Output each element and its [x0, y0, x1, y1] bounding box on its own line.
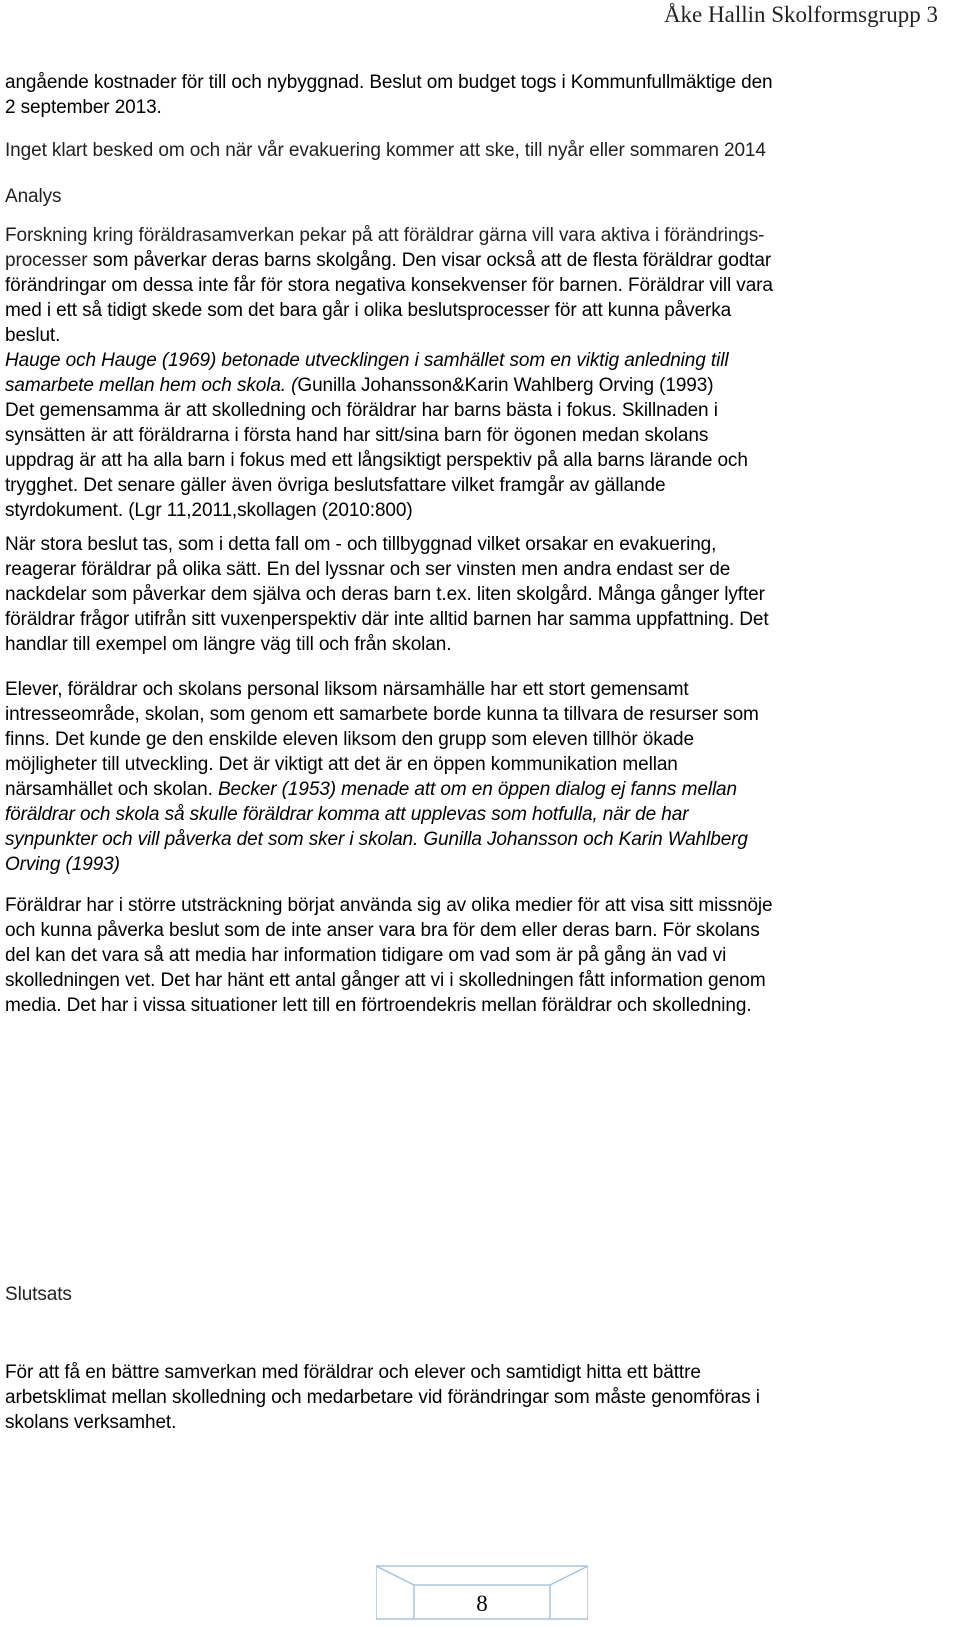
paragraph-costs: [5, 70, 955, 120]
line: Det gemensamma är att skolledning och föräldrar har barns bästa i fokus. Skillnaden i: [5, 400, 718, 421]
paragraph-research: [5, 223, 955, 523]
line: Elever, föräldrar och skolans personal liksom närsamhälle har ett stort gemensamt: [5, 679, 689, 700]
running-header: Åke Hallin Skolformsgrupp 3: [663, 2, 938, 27]
line: nackdelar som påverkar dem själva och deras barn t.ex. liten skolgård. Många gånger lyfter: [5, 584, 765, 605]
line: skolans verksamhet.: [5, 1412, 177, 1433]
paragraph-conclusion: [5, 1360, 955, 1435]
line: uppdrag är att ha alla barn i fokus med ett långsiktigt perspektiv på alla barns lärande och: [5, 450, 748, 471]
line: För att få en bättre samverkan med föräldrar och elever och samtidigt hitta ett bättre: [5, 1362, 701, 1383]
line: reagerar föräldrar på olika sätt. En del lyssnar och ser vinsten men andra endast ser de: [5, 559, 731, 580]
citation-line: samarbete mellan hem och skola. (: [5, 375, 298, 396]
line: media. Det har i vissa situationer lett till en förtroendekris mellan föräldrar och skolledning.: [5, 995, 752, 1016]
line: handlar till exempel om längre väg till och från skolan.: [5, 634, 452, 655]
citation-line: Hauge och Hauge (1969) betonade utvecklingen i samhället som en viktig anledning till: [5, 350, 729, 371]
paragraph-reactions: [5, 532, 955, 657]
line: Forskning kring föräldrasamverkan pekar på att föräldrar gärna vill vara aktiva i förändrings-: [5, 225, 765, 246]
line: Inget klart besked om och när vår evakuering kommer att ske, till nyår eller sommaren 2014: [5, 140, 766, 161]
line: som påverkar deras barns skolgång. Den visar också att de flesta föräldrar godtar: [87, 250, 772, 271]
line: Gunilla Johansson&Karin Wahlberg Orving (1993): [297, 375, 714, 396]
line: föräldrar frågor utifrån sitt vuxenperspektiv där inte alltid barnen har samma uppfattning. Det: [5, 609, 769, 630]
line: finns. Det kunde ge den enskilde eleven liksom den grupp som eleven tillhör ökade: [5, 729, 694, 750]
line: närsamhället och skolan.: [5, 779, 218, 800]
line: processer: [5, 250, 88, 271]
line: angående kostnader för till och nybyggnad. Beslut om budget togs i Kommunfullmäktige den: [5, 72, 773, 93]
line: och kunna påverka beslut som de inte anser vara bra för dem eller deras barn. För skolans: [5, 920, 760, 941]
line: intresseområde, skolan, som genom ett samarbete borde kunna ta tillvara de resurser som: [5, 704, 759, 725]
page-number: 8: [476, 1591, 488, 1616]
line: förändringar om dessa inte får för stora negativa konsekvenser för barnen. Föräldrar vill vara: [5, 275, 773, 296]
line: del kan det vara så att media har information tidigare om vad som är på gång än vad vi: [5, 945, 727, 966]
citation-line: synpunkter och vill påverka det som sker i skolan. Gunilla Johansson och Karin Wahlberg: [5, 829, 748, 850]
line: styrdokument. (Lgr 11,2011,skollagen (2010:800): [5, 500, 413, 521]
paragraph-cooperation: [5, 677, 955, 877]
heading-analys: Analys: [5, 186, 62, 207]
line: synsätten är att föräldrarna i första hand har sitt/sina barn för ögonen medan skolans: [5, 425, 709, 446]
paragraph-media: [5, 893, 955, 1018]
line: 2 september 2013.: [5, 97, 162, 118]
citation-line: Becker (1953) menade att om en öppen dialog ej fanns mellan: [217, 779, 737, 800]
line: När stora beslut tas, som i detta fall om - och tillbyggnad vilket orsakar en evakuering,: [5, 534, 717, 555]
citation-line: föräldrar och skola så skulle föräldrar komma att upplevas som hotfulla, när de har: [5, 804, 689, 825]
line: med i ett så tidigt skede som det bara går i olika beslutsprocesser för att kunna påverka: [5, 300, 732, 321]
citation-line: Orving (1993): [5, 854, 120, 875]
line: beslut.: [5, 325, 61, 346]
paragraph-evacuation: [5, 138, 955, 163]
line: trygghet. Det senare gäller även övriga beslutsfattare vilket framgår av gällande: [5, 475, 666, 496]
page-number-frame: [376, 1565, 588, 1620]
line: Föräldrar har i större utsträckning börjat använda sig av olika medier för att visa sitt missnöje: [5, 895, 773, 916]
line: skolledningen vet. Det har hänt ett antal gånger att vi i skolledningen fått information genom: [5, 970, 766, 991]
line: möjligheter till utveckling. Det är viktigt att det är en öppen kommunikation mellan: [5, 754, 678, 775]
heading-slutsats: Slutsats: [5, 1284, 72, 1305]
line: arbetsklimat mellan skolledning och medarbetare vid förändringar som måste genomföras i: [5, 1387, 760, 1408]
